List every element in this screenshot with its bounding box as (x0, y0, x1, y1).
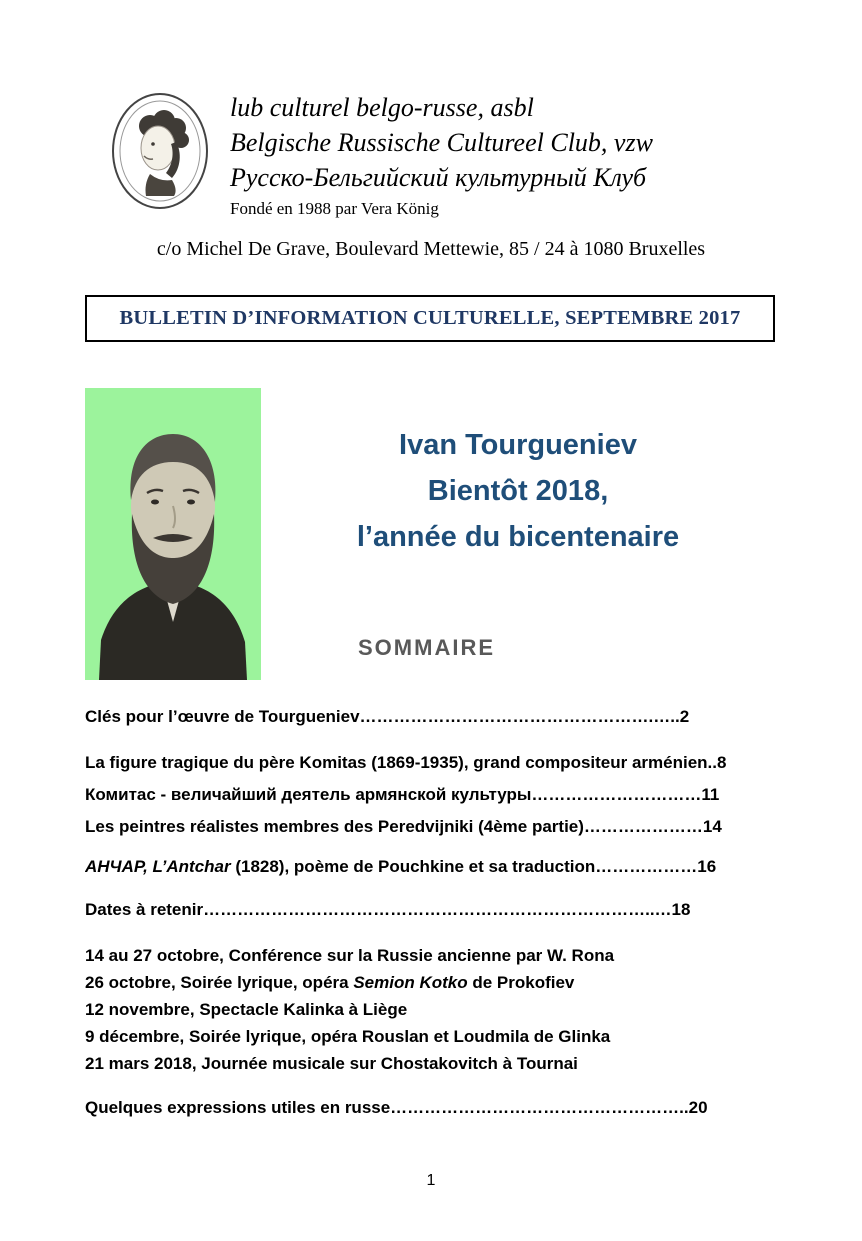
toc-entry: La figure tragique du père Komitas (1869-1935), grand compositeur arménien..8 (85, 753, 727, 772)
club-name-fr: lub culturel belgo-russe, asbl (230, 93, 534, 122)
club-names (230, 90, 653, 220)
feature-title-line3: l’année du bicentenaire (356, 521, 680, 553)
toc-entry: Clés pour l’œuvre de Tourgueniev…………………………………………….…..2 (85, 707, 690, 726)
feature-right-column (261, 388, 775, 680)
tourgueniev-portrait (85, 388, 261, 680)
toc-entry: Dates à retenir……………………………………………………………………..…18 (85, 900, 691, 919)
bulletin-title-box (85, 295, 775, 342)
founded-line: Fondé en 1988 par Vera König (230, 199, 439, 218)
toc-entry: Quelques expressions utiles en russe……………………………………………..20 (85, 1098, 708, 1117)
event-item: 21 mars 2018, Journée musicale sur Chostakovitch à Tournai (85, 1054, 578, 1073)
event-item (85, 969, 779, 996)
event-item-post: de Prokofiev (467, 973, 575, 992)
table-of-contents (85, 706, 779, 1119)
toc-entry: Комитас - величайший деятель армянской культуры…………………………11 (85, 785, 720, 804)
page-number: 1 (426, 1172, 436, 1189)
sommaire-heading: SOMMAIRE (358, 635, 495, 660)
header (106, 90, 653, 220)
toc-entry-italic-part: АНЧАР, L’Antchar (85, 857, 231, 876)
feature-title-line1: Ivan Tourgueniev (399, 429, 637, 461)
event-item: 9 décembre, Soirée lyrique, opéra Rouslan et Loudmila de Glinka (85, 1027, 611, 1046)
toc-entry (85, 856, 779, 878)
event-item-italic: Semion Kotko (353, 973, 468, 992)
feature-title (261, 422, 775, 560)
toc-entry-rest: (1828), poème de Pouchkine et sa traduction………………16 (230, 857, 717, 876)
event-item: 12 novembre, Spectacle Kalinka à Liège (85, 1000, 408, 1019)
address-line: c/o Michel De Grave, Boulevard Mettewie, 85 / 24 à 1080 Bruxelles (156, 238, 706, 260)
event-item-pre: 26 octobre, Soirée lyrique, opéra (85, 973, 354, 992)
club-name-nl: Belgische Russische Cultureel Club, vzw (230, 128, 653, 157)
toc-entry: Les peintres réalistes membres des Peredvijniki (4ème partie)…………………14 (85, 817, 722, 836)
pushkin-medallion-icon (106, 90, 214, 212)
feature-section (85, 388, 775, 680)
event-item: 14 au 27 octobre, Conférence sur la Russie ancienne par W. Rona (85, 946, 615, 965)
bulletin-title: BULLETIN D’INFORMATION CULTURELLE, SEPTEMBRE 2017 (119, 307, 741, 329)
feature-title-line2: Bientôt 2018, (427, 475, 609, 507)
events-list (85, 942, 779, 1077)
club-name-ru: Русско-Бельгийский культурный Клуб (230, 163, 647, 192)
